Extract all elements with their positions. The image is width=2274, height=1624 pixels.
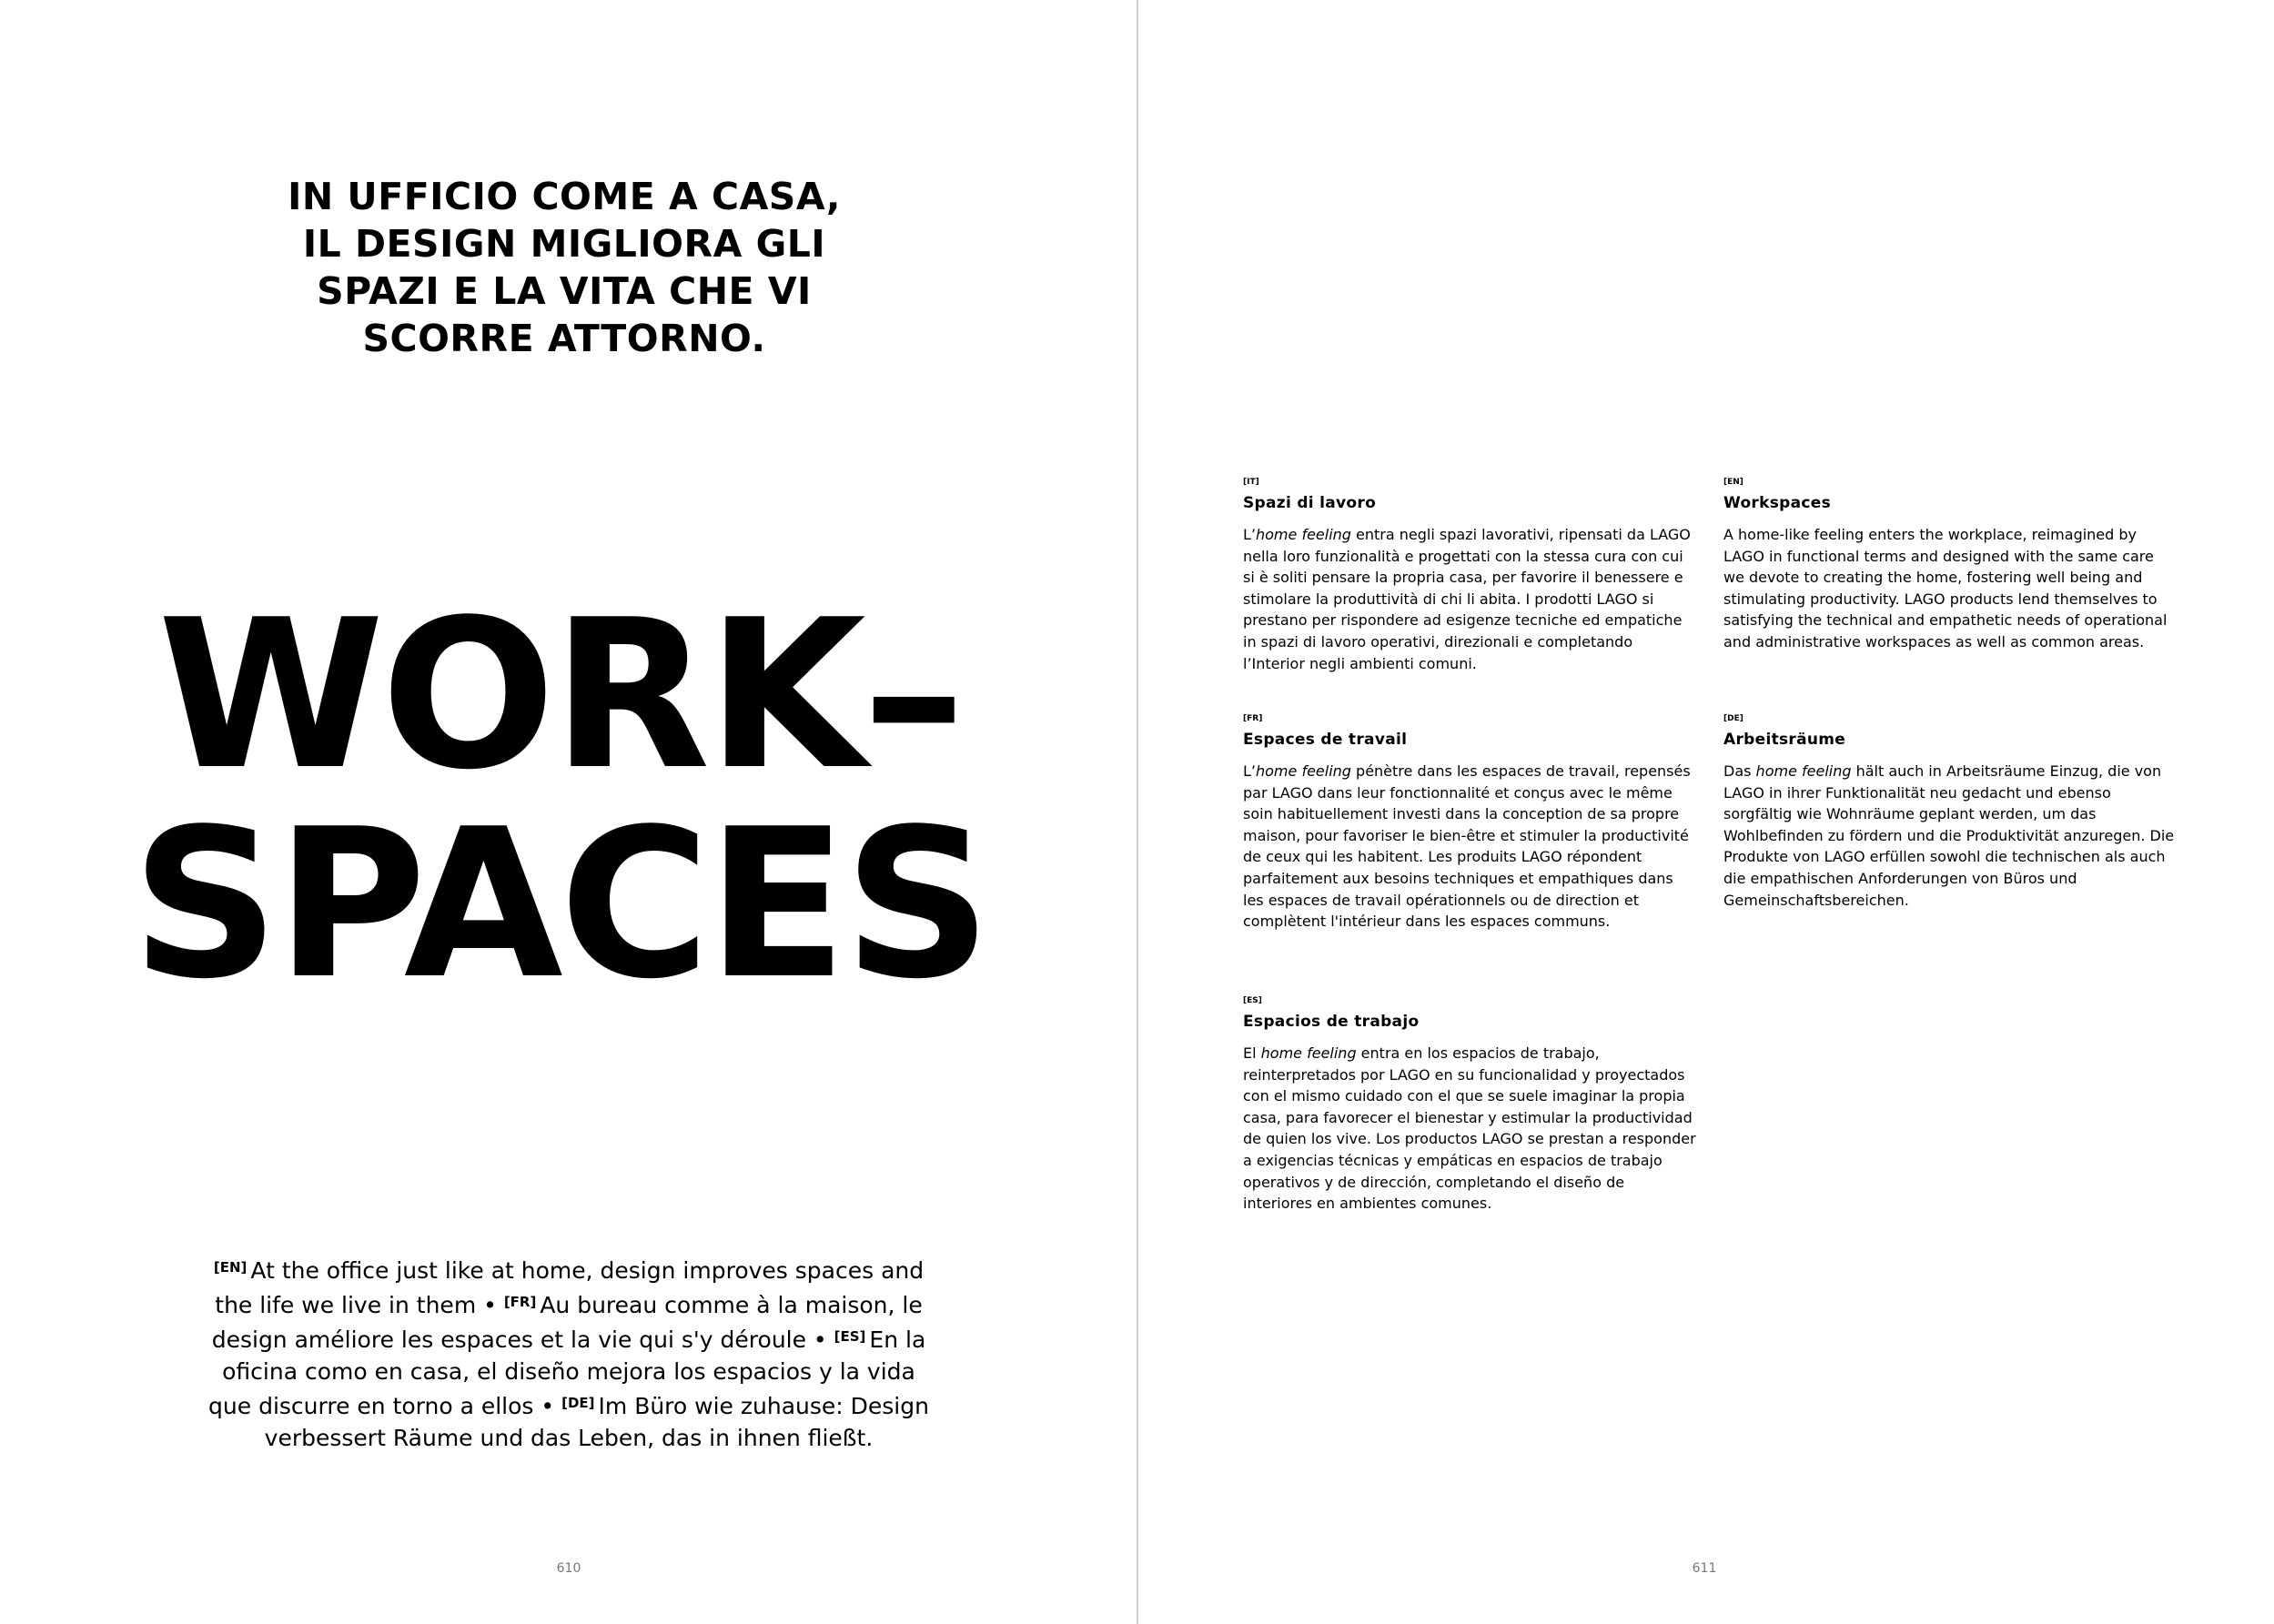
language-code: [ES]: [1243, 996, 1262, 1005]
body-lead: L’: [1243, 526, 1256, 543]
intro-tag-de: [DE]: [561, 1395, 595, 1411]
section-heading: Arbeitsräume: [1723, 731, 1846, 749]
body-lead: Das: [1723, 762, 1756, 780]
body-emphasis: home feeling: [1260, 1044, 1357, 1062]
intro-text-es: En la oficina como en casa, el diseño mejora los espacios y la vida que discurre en torno a ellos •: [208, 1326, 926, 1419]
page-number-left: 610: [556, 1561, 581, 1576]
multilingual-intro: [205, 1252, 933, 1454]
body-emphasis: home feeling: [1256, 762, 1351, 780]
intro-tag-fr: [FR]: [503, 1294, 537, 1310]
section-german: [1723, 713, 2177, 911]
section-heading: Espaces de travail: [1243, 731, 1408, 749]
section-body: [1243, 761, 1696, 933]
section-body: [1243, 1043, 1696, 1215]
section-heading: Espacios de trabajo: [1243, 1013, 1420, 1031]
language-code: [IT]: [1243, 478, 1259, 487]
section-spanish: [1243, 995, 1696, 1215]
section-english: [1723, 477, 2177, 653]
language-code: [EN]: [1723, 478, 1743, 487]
section-italian: [1243, 477, 1696, 674]
section-heading: Spazi di lavoro: [1243, 494, 1377, 512]
intro-text-de: Im Büro wie zuhause: Design verbessert Räume und das Leben, das in ihnen fließt.: [264, 1393, 929, 1451]
intro-tag-es: [ES]: [834, 1328, 866, 1345]
title-line-work: WORK–: [157, 576, 962, 815]
body-emphasis: home feeling: [1256, 526, 1351, 543]
language-code: [FR]: [1243, 714, 1263, 723]
body-text: A home-like feeling enters the workplace, reimagined by LAGO in functional terms and designed with the same care we devote to creating the home, fostering well being and stimulating productivity. LAGO products lend themselves to satisfying the technical and empathetic needs of operational and administrative workspaces as well as common areas.: [1723, 526, 2168, 651]
body-text: entra negli spazi lavorativi, ripensati da LAGO nella loro funzionalità e progettati con la stessa cura con cui si è soliti pensare la propria casa, per favorire il benessere e stimolare la produttività di chi li abita. I prodotti LAGO si prestano per rispondere ad esigenze tecniche ed empatiche in spazi di lavoro operativi, direzionali e completando l’Interior negli ambienti comuni.: [1243, 526, 1691, 672]
page-number-right: 611: [1692, 1561, 1717, 1576]
intro-text-fr: Au bureau comme à la maison, le design améliore les espaces et la vie qui s'y déroule •: [211, 1292, 923, 1353]
body-emphasis: home feeling: [1755, 762, 1852, 780]
section-body: [1243, 524, 1696, 674]
page-subtitle: IN UFFICIO COME A CASA, IL DESIGN MIGLIORA GLI SPAZI E LA VITA CHE VI SCORRE ATTORNO.: [288, 175, 841, 360]
section-french: [1243, 713, 1696, 933]
intro-text-en: At the office just like at home, design improves spaces and the life we live in them •: [215, 1257, 925, 1318]
section-heading: Workspaces: [1723, 494, 1831, 512]
section-body: [1723, 524, 2177, 653]
body-text: pénètre dans les espaces de travail, repensés par LAGO dans leur fonctionnalité et conçus avec le même soin habituellement investi dans la conception de sa propre maison, pour favoriser le bien-être et stimuler la productivité de ceux qui les habitent. Les produits LAGO répondent parfaitement aux besoins techniques et empathiques dans les espaces de travail opérationnels ou de direction et complètent l'intérieur dans les espaces communs.: [1243, 762, 1691, 931]
section-body: [1723, 761, 2177, 911]
title-line-spaces: SPACES: [131, 785, 988, 1024]
language-code: [DE]: [1723, 714, 1743, 723]
body-text: hält auch in Arbeitsräume Einzug, die von LAGO in ihrer Funktionalität neu gedacht und ebenso sorgfältig wie Wohnräume geplant werden, um das Wohlbefinden zu fördern und die Produktivität anzuregen. Die Produkte von LAGO erfüllen sowohl die technischen als auch die empathischen Anforderungen von Büros und Gemeinschaftsbereichen.: [1723, 762, 2175, 909]
body-lead: El: [1243, 1044, 1261, 1062]
body-text: entra en los espacios de trabajo, reinterpretados por LAGO en su funcionalidad y proyectados con el mismo cuidado con el que se suele imaginar la propia casa, para favorecer el bienestar y estimular la productividad de quien los vive. Los productos LAGO se prestan a responder a exigencias técnicas y empáticas en espacios de trabajo operativos y de dirección, completando el diseño de interiores en ambientes comunes.: [1243, 1044, 1696, 1213]
intro-tag-en: [EN]: [213, 1259, 248, 1276]
body-lead: L’: [1243, 762, 1256, 780]
